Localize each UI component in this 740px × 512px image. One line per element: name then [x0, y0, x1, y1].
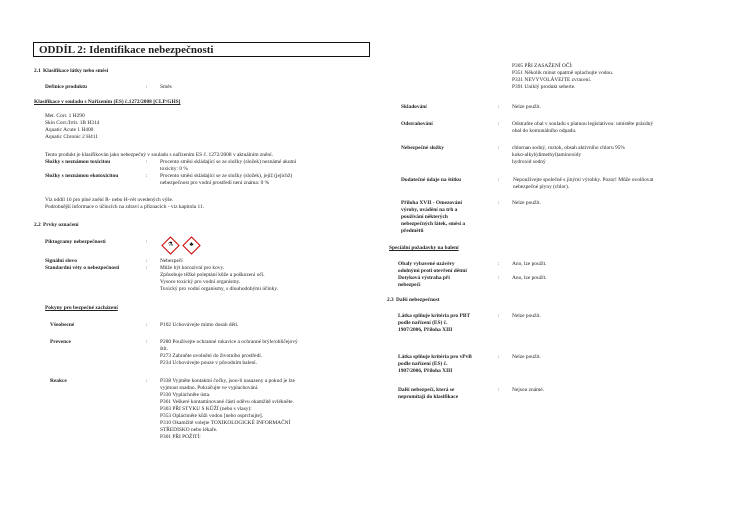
colon: : [146, 173, 148, 179]
annex-xvii-value: Nelze použít. [512, 200, 541, 206]
colon: : [498, 145, 500, 151]
vpvb-value: Nelze použít. [512, 354, 541, 360]
prevention-statement: P280 Používejte ochranné rukavice a ochranné brýle/obličejový [160, 339, 298, 345]
response-statement: P330 Vypláchněte ústa. [160, 392, 211, 398]
disposal-value: Odstraňte obal v souladu s platnou legislativou: umístěte prázdný [512, 121, 654, 127]
response-statement: P338 Vyjměte kontaktní čočky, jsou-li nasazeny a pokud je lze [160, 378, 295, 384]
annex-xvii-label: nebezpečných látek, směsí a [401, 221, 466, 227]
response-statement: vyjmout snadno. Pokračujte ve vyplachování. [160, 385, 259, 391]
subsection-number: 2.1 [34, 68, 41, 74]
classification-statement: Tento produkt je klasifikován jako nebezpečný v souladu s nařízením ES č. 1272/2008 v aktuálním znění. [45, 152, 273, 158]
subsection-number: 2.3 [387, 297, 394, 303]
child-resistant-label: odolnými proti otevření dětmi [398, 268, 467, 274]
clp-heading: Klasifikace v souladu s Nařízením (ES) č.1272/2008 [CLP/GHS] [34, 99, 181, 105]
disposal-value: obal do komunálního odpadu. [512, 128, 577, 134]
precautionary-heading: Pokyny pro bezpečné zacházení [45, 305, 118, 311]
prevention-statement: P234 Uchovávejte pouze v původním balení. [160, 360, 258, 366]
unknown-toxicity-label: Složky s neznámou toxicitou [45, 159, 111, 165]
colon: : [146, 339, 148, 345]
colon: : [498, 261, 500, 267]
signal-word-label: Signální slovo [45, 258, 77, 264]
other-hazards-value: Nejsou známé. [512, 387, 545, 393]
colon: : [498, 354, 500, 360]
other-hazards-label: Další nebezpečí, která se [398, 387, 455, 393]
annex-xvii-label: výroby, uvádění na trh a [401, 207, 458, 213]
response-statement: P303 PŘI STYKU S KŮŽÍ (nebo s vlasy): [160, 406, 252, 412]
colon: : [146, 84, 148, 90]
colon: : [146, 239, 148, 245]
colon: : [498, 104, 500, 110]
annex-xvii-label: používání některých [401, 214, 448, 220]
prevention-label: Prevence [50, 339, 71, 345]
product-definition-label: Definice produktu [45, 84, 87, 90]
prevention-statement: štít. [160, 346, 168, 352]
colon: : [146, 258, 148, 264]
supplemental-label: Dodatečné údaje na štítku [401, 177, 462, 183]
colon: : [498, 275, 500, 281]
classification-line: Aquatic Chronic 2 H411 [45, 134, 98, 140]
packaging-heading: Speciální požadavky na balení [389, 245, 459, 251]
subsection-number: 2.2 [34, 222, 41, 228]
corrosive-pictogram-icon: ⚗ [161, 236, 179, 254]
pbt-label: 1907/2006, Příloha XIII [398, 327, 453, 333]
hazardous-component: hydroxid sodný [512, 159, 546, 165]
pbt-label: Látka splňuje kritéria pro PBT [398, 313, 471, 319]
response-statement: STŘEDISKO nebo lékaře. [160, 427, 218, 433]
hazardous-components-label: Nebezpečné složky [401, 145, 444, 151]
child-resistant-label: Obaly vybavené uzávěry [398, 261, 455, 267]
subsection-title: Další nebezpečnost [396, 297, 440, 303]
hazard-statement: Způsobuje těžké poleptání kůže a poškození očí. [160, 272, 265, 278]
environment-pictogram-icon: ♣ [182, 236, 200, 254]
colon: : [146, 159, 148, 165]
storage-label: Skladování [401, 104, 427, 110]
unknown-toxicity-value: toxicity: 0 % [160, 166, 188, 172]
colon: : [146, 322, 148, 328]
colon: : [498, 313, 500, 319]
storage-value: Nelze použít. [512, 104, 541, 110]
hazardous-component: chlornan sodný, roztok, obsah aktivního chloru 95% [512, 145, 625, 151]
colon: : [146, 265, 148, 271]
pbt-value: Nelze použít. [512, 313, 541, 319]
response-statement: P391 Uniklý produkt seberte. [512, 84, 576, 90]
note: Viz oddíl 16 pro plné znění R- nebo H-vět uvedených výše. [45, 197, 174, 203]
colon: : [498, 387, 500, 393]
unknown-toxicity-value: Procento směsi skládající se ze složky (složek) neznámé akutní [160, 159, 297, 165]
response-label: Reakce [50, 378, 67, 384]
general-value: P102 Uchovávejte mimo dosah dětí. [160, 322, 239, 328]
child-resistant-value: Ano, lze použít. [512, 261, 547, 267]
product-definition-value: Směs [160, 84, 172, 90]
supplemental-value: nebezpečné plyny (chlor). [513, 184, 570, 190]
response-statement: P331 NEVYVOLÁVEJTE zvracení. [512, 77, 592, 83]
classification-line: Aquatic Acute 1 H400 [45, 127, 94, 133]
unknown-ecotoxicity-label: Složky s neznámou ekotoxicitou [45, 173, 119, 179]
response-statement: P301 PŘI POŽITÍ: [160, 434, 201, 440]
hazardous-component: koko-alkyl(dimethyl)aminoxidy [512, 152, 582, 158]
note: Podrobnější informace o účincích na zdraví a příznacích - viz kapitola 11. [45, 204, 205, 210]
hazard-statement: Vysoce toxický pro vodní organismy. [160, 279, 241, 285]
vpvb-label: podle nařízení (ES) č. [398, 361, 448, 367]
response-statement: P351 Několik minut opatrně oplachujte vodou. [512, 70, 614, 76]
prevention-statement: P273 Zabraňte uvolnění do životního prostředí. [160, 353, 263, 359]
unknown-ecotoxicity-value: nebezpečnost pro vodní prostředí není známa: 0 % [160, 180, 270, 186]
hazard-statements-label: Standardní věty o nebezpečnosti [45, 265, 120, 271]
colon: : [498, 200, 500, 206]
section-title: ODDÍL 2: Identifikace nebezpečnosti [33, 42, 370, 57]
response-statement: P361 Veškeré kontaminované části oděvu okamžitě svlékněte. [160, 399, 294, 405]
response-statement: P305 PŘI ZASAŽENÍ OČÍ: [512, 63, 573, 69]
tactile-warning-value: Ano, lze použít. [512, 275, 547, 281]
general-label: Všeobecné [50, 322, 75, 328]
subsection-title: Klasifikace látky nebo směsi [43, 68, 109, 74]
hazard-statement: Toxický pro vodní organismy, s dlouhodobými účinky. [160, 286, 279, 292]
other-hazards-label: nepromítají do klasifikace [398, 394, 459, 400]
annex-xvii-label: Příloha XVII - Omezování [401, 200, 462, 206]
disposal-label: Odstraňování [401, 121, 433, 127]
vpvb-label: Látka splňuje kritéria pro vPvB [398, 354, 472, 360]
tactile-warning-label: Dotyková výstraha při [398, 275, 450, 281]
pictograms-label: Piktogramy nebezpečnosti [45, 239, 106, 245]
annex-xvii-label: předmětů [401, 228, 424, 234]
hazard-statement: Může být korozivní pro kovy. [160, 265, 225, 271]
response-statement: P310 Okamžitě volejte TOXIKOLOGICKÉ INFORMAČNÍ [160, 420, 291, 426]
signal-word-value: Nebezpečí [160, 258, 183, 264]
pbt-label: podle nařízení (ES) č. [398, 320, 448, 326]
classification-line: Met. Corr. 1 H290 [45, 113, 85, 119]
colon: : [498, 177, 500, 183]
colon: : [146, 378, 148, 384]
classification-line: Skin Corr./Irrit. 1B H314 [45, 120, 100, 126]
vpvb-label: 1907/2006, Příloha XIII [398, 368, 453, 374]
response-statement: P353 Opláchněte kůži vodou [nebo osprchujte]. [160, 413, 263, 419]
colon: : [498, 121, 500, 127]
supplemental-value: Nepoužívejte společně s jinými výrobky. Pozor! Může uvolňovat [513, 177, 654, 183]
subsection-title: Prvky označení [43, 222, 79, 228]
unknown-ecotoxicity-value: Procento směsi skládající se ze složky (složek), jejíž (jejichž) [160, 173, 293, 179]
tactile-warning-label: nebezpečí [398, 282, 421, 288]
